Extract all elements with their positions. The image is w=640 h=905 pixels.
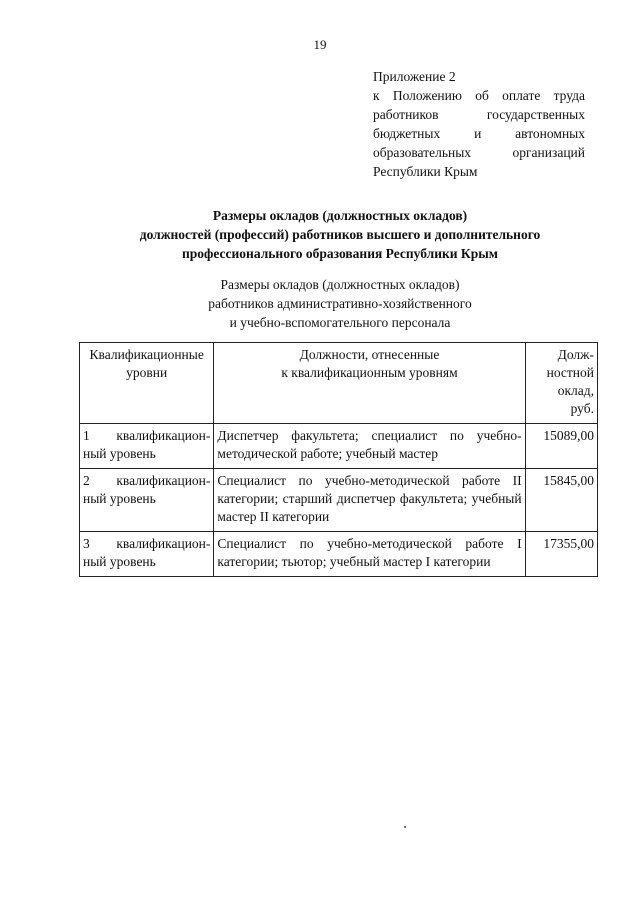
- table-row: [80, 469, 598, 532]
- table-subtitle: [60, 275, 620, 332]
- positions-cell: Специалист по учебно-методической работе I категории; тьютор; учебный мастер I категории: [214, 532, 525, 577]
- subtitle-line-3: и учебно-вспомогательного персонала: [229, 315, 451, 330]
- salary-cell: 15845,00: [525, 469, 597, 532]
- level-cell: [80, 424, 214, 469]
- page-number: 19: [313, 37, 327, 52]
- title-line-2: должностей (профессий) работников высшего и дополнительного: [139, 227, 541, 242]
- level-line-1: 3 квалификацион-: [83, 536, 211, 551]
- header-positions: [214, 343, 525, 424]
- appendix-block: [373, 67, 585, 181]
- level-line-2: ный уровень: [83, 491, 156, 506]
- level-cell: [80, 469, 214, 532]
- header-positions-line-1: Должности, отнесенные: [299, 347, 440, 362]
- level-line-2: ный уровень: [83, 446, 156, 461]
- appendix-reference: к Положению об оплате труда работников государственных бюджетных и автономных образовательных организаций Республики Крым: [373, 88, 585, 179]
- document-title: [60, 206, 620, 263]
- level-cell: [80, 532, 214, 577]
- level-line-2: ный уровень: [83, 554, 156, 569]
- header-levels: Квалификационные уровни: [80, 343, 214, 424]
- scan-speck: [404, 826, 406, 828]
- salary-table: [79, 342, 598, 577]
- header-salary-line-1: Долж-: [557, 347, 594, 362]
- table-row: [80, 532, 598, 577]
- appendix-title: Приложение 2: [373, 69, 456, 84]
- title-line-1: Размеры окладов (должностных окладов): [212, 208, 468, 223]
- subtitle-line-1: Размеры окладов (должностных окладов): [220, 277, 460, 292]
- table-row: [80, 424, 598, 469]
- subtitle-line-2: работников административно-хозяйственного: [208, 296, 472, 311]
- positions-cell: Специалист по учебно-методической работе II категории; старший диспетчер факультета; учебный мастер II категории: [214, 469, 525, 532]
- title-line-3: профессионального образования Республики Крым: [182, 246, 498, 261]
- header-salary: [525, 343, 597, 424]
- salary-cell: 17355,00: [525, 532, 597, 577]
- header-positions-line-2: к квалификационным уровням: [281, 365, 458, 380]
- level-line-1: 2 квалификацион-: [83, 473, 211, 488]
- header-salary-line-3: оклад,: [557, 383, 594, 398]
- level-line-1: 1 квалификацион-: [83, 428, 211, 443]
- header-salary-line-4: руб.: [570, 401, 594, 416]
- table-header-row: [80, 343, 598, 424]
- positions-cell: Диспетчер факультета; специалист по учебно-методической работе; учебный мастер: [214, 424, 525, 469]
- header-salary-line-2: ностной: [546, 365, 594, 380]
- salary-cell: 15089,00: [525, 424, 597, 469]
